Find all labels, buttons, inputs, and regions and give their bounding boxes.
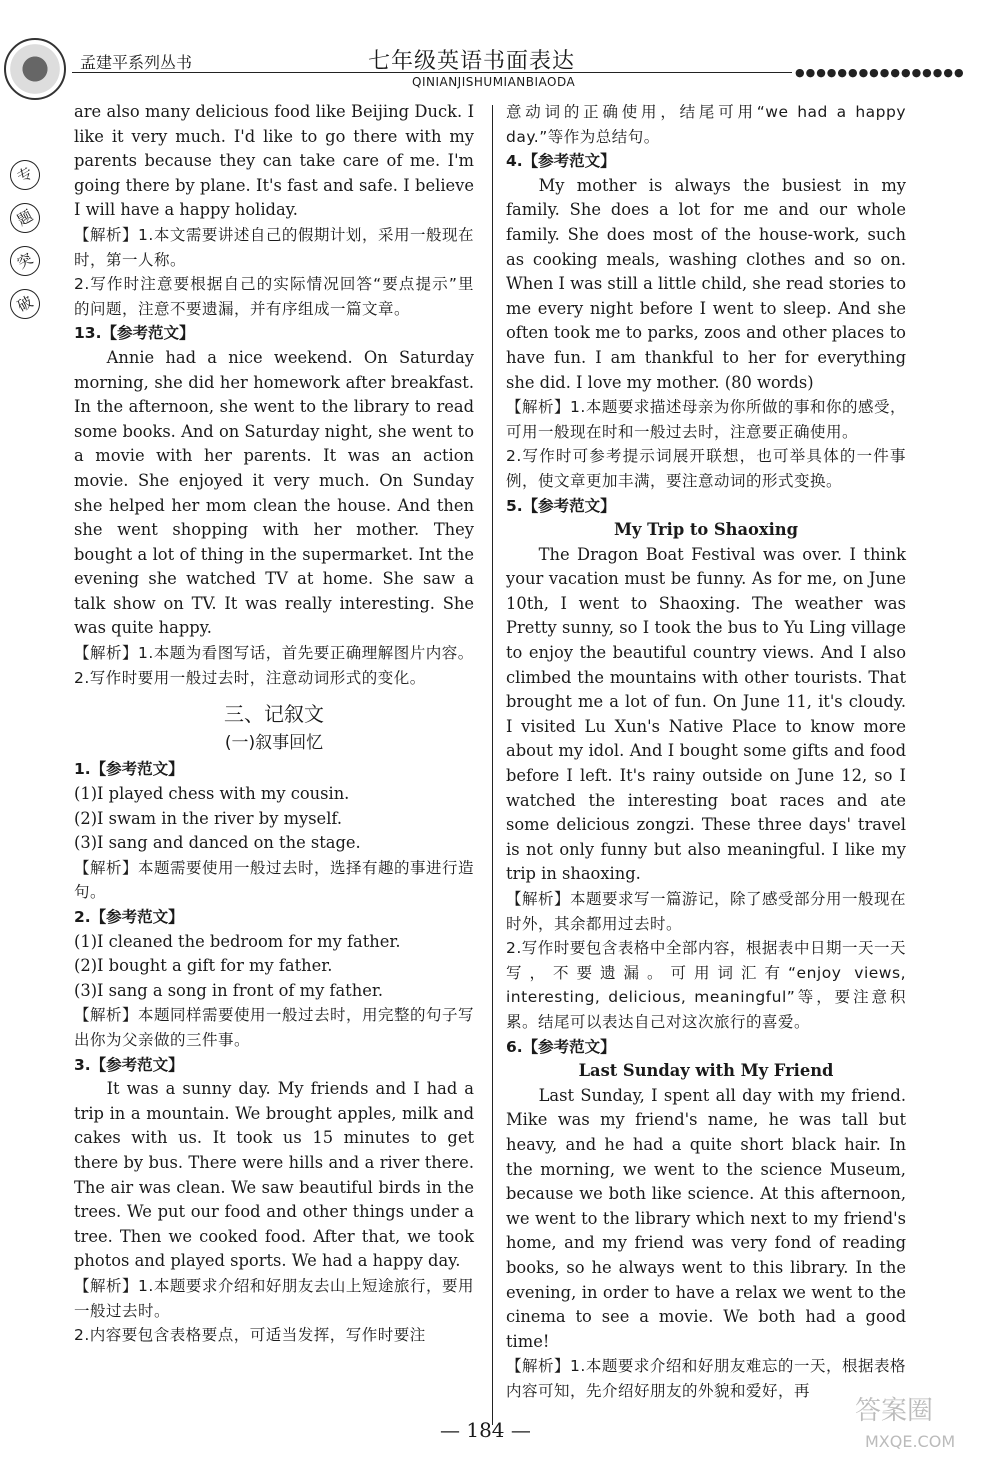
essay-13: Annie had a nice weekend. On Saturday morning, she did her homework after breakfast. In the afternoon, she went to the library to read some books. And on Saturday night, she went to a movie with her parents. It was an action movie. She enjoyed it very much. On Sunday she helped her mom clean the house. And then she went shopping with her mother. They bought a lot of thing in the supermarket. Int the evening she watched TV at home. She saw a talk show on TV. It was really interesting. She was quite happy.: [74, 347, 474, 638]
item-1-line: (3)I sang and danced on the stage.: [74, 833, 361, 853]
item-1-line: (2)I swam in the river by myself.: [74, 808, 343, 828]
side-tab-3: 突: [5, 241, 46, 282]
column-divider: [492, 105, 493, 1425]
page-number: — 184 —: [440, 1418, 531, 1442]
item-13-heading: 13.【参考范文】: [74, 324, 195, 343]
essay-continuation: are also many delicious food like Beijing Duck. I like it very much. I'd like to go there with my parents because they can take care of me. I'm going there by plane. It's fast and safe. I believe I will have a happy holiday.: [74, 102, 474, 220]
item-6-heading: 6.【参考范文】: [506, 1037, 616, 1056]
analysis-5-2: 2.写作时要包含表格中全部内容，根据表中日期一天一天写，不要遗漏。可用词汇有“enjoy views, interesting, delicious, meaningful”等，要注意积累。结尾可以表达自己对这次旅行的喜爱。: [506, 939, 906, 1031]
side-tab-1: 专: [5, 155, 46, 196]
item-2-heading: 2.【参考范文】: [74, 908, 184, 926]
analysis-13-1: 【解析】1.本题为看图写话，首先要正确理解图片内容。: [74, 644, 474, 663]
analysis-1: 【解析】本题需要使用一般过去时，选择有趣的事进行造句。: [74, 858, 475, 902]
left-column: [74, 100, 474, 1348]
item-2-line: (3)I sang a song in front of my father.: [74, 980, 384, 1000]
analysis-4-1: 【解析】1.本题要求描述母亲为你所做的事和你的感受，可用一般现在时和一般过去时，注意要正确使用。: [506, 398, 906, 441]
header-rule: [72, 72, 792, 73]
right-column: [506, 100, 906, 1403]
series-name: 孟建平系列丛书: [80, 53, 193, 72]
analysis-3-2: 2.内容要包含表格要点，可适当发挥，写作时要注: [74, 1326, 426, 1345]
item-2-line: (1)I cleaned the bedroom for my father.: [74, 931, 401, 951]
side-tab-4: 破: [5, 284, 46, 325]
side-tab-2: 题: [5, 198, 46, 239]
analysis-4-2: 2.写作时可参考提示词展开联想，也可举具体的一件事例，使文章更加丰满，要注意动词的形式变换。: [506, 447, 906, 490]
item-4-heading: 4.【参考范文】: [506, 152, 616, 171]
analysis-12-1: 【解析】1.本文需要讲述自己的假期计划，采用一般现在时，第一人称。: [74, 225, 474, 269]
item-1-line: (1)I played chess with my cousin.: [74, 784, 350, 804]
subsection-title: (一)叙事回忆: [224, 732, 324, 753]
analysis-13-2: 2.写作时要用一般过去时，注意动词形式的变化。: [74, 668, 426, 687]
watermark-url: MXQE.COM: [865, 1432, 956, 1451]
publisher-logo-icon: [4, 38, 66, 100]
item-2-line: (2)I bought a gift for my father.: [74, 956, 333, 976]
page-header: [0, 0, 1000, 100]
analysis-3-1: 【解析】1.本题要求介绍和好朋友去山上短途旅行，要用一般过去时。: [74, 1276, 474, 1320]
analysis-12-2: 2.写作时注意要根据自己的实际情况回答“要点提示”里的问题，注意不要遗漏，并有序组成一篇文章。: [74, 275, 474, 318]
item-3-heading: 3.【参考范文】: [74, 1055, 184, 1074]
watermark: 答案圈: [855, 1396, 934, 1426]
header-dots: ●●●●●●●●●●●●●●●●: [795, 66, 965, 79]
analysis-6-1: 【解析】1.本题要求介绍和好朋友难忘的一天，根据表格内容可知，先介绍好朋友的外貌和爱好，再: [506, 1357, 906, 1400]
essay-6: Last Sunday, I spent all day with my friend. Mike was my friend's name, he was tall but heavy, and he had a quite short black hair. In the morning, we went to the science Museum, because we both like science. At this afternoon, we went to the library which next to my friend's home, and my friend was very fond of reading books, so he always went to this library. In the evening, in order to have a relax we went to the cinema to see a movie. We both had a good time!: [506, 1085, 906, 1351]
essay-6-title: Last Sunday with My Friend: [578, 1061, 834, 1081]
essay-5-title: My Trip to Shaoxing: [613, 520, 799, 540]
analysis-3-2-continued: 意动词的正确使用，结尾可用“we had a happy day.”等作为总结句。: [506, 103, 906, 146]
analysis-2: 【解析】本题同样需要使用一般过去时，用完整的句子写出你为父亲做的三件事。: [74, 1006, 475, 1049]
item-5-heading: 5.【参考范文】: [506, 496, 616, 515]
item-1-heading: 1.【参考范文】: [74, 760, 184, 779]
section-title: 三、记叙文: [224, 702, 324, 727]
essay-3: It was a sunny day. My friends and I had a trip in a mountain. We brought apples, milk and cakes with us. It took us 15 minutes to get there by bus. There were hills and a river there. The air was clean. We saw beautiful birds in the trees. We put our food and other things under a tree. Then we cooked food. After that, we took photos and played sports. We had a happy day.: [74, 1079, 474, 1271]
book-title-pinyin: QINIANJISHUMIANBIAODA: [412, 75, 576, 89]
essay-5: The Dragon Boat Festival was over. I think your vacation must be funny. As for me, on June 10th, I went to Shaoxing. The weather was Pretty sunny, so I took the bus to Yu Ling village to enjoy the beautiful country views. And I also climbed the mountains with other tourists. That brought me a lot of fun. On June 11, it's cloudy. I visited Lu Xun's Native Place to know more about my idol. And I bought some gifts and food before I left. It's rainy outside on June 12, so I watched the interesting boat races and ate some delicious zongzi. These three days' travel is not only funny but also meaningful. I like my trip in shaoxing.: [506, 544, 906, 884]
essay-4: My mother is always the busiest in my family. She does a lot for me and our whole family. She does most of the house-work, such as cooking meals, washing clothes and so on. When I was still a little child, she read stories to me every night before I went to sleep. And she often took me to parks, zoos and other places to have fun. I am thankful to her for everything she did. I love my mother. (80 words): [506, 175, 906, 392]
analysis-5-1: 【解析】本题要求写一篇游记，除了感受部分用一般现在时外，其余都用过去时。: [506, 890, 907, 933]
book-title: 七年级英语书面表达: [368, 49, 576, 74]
